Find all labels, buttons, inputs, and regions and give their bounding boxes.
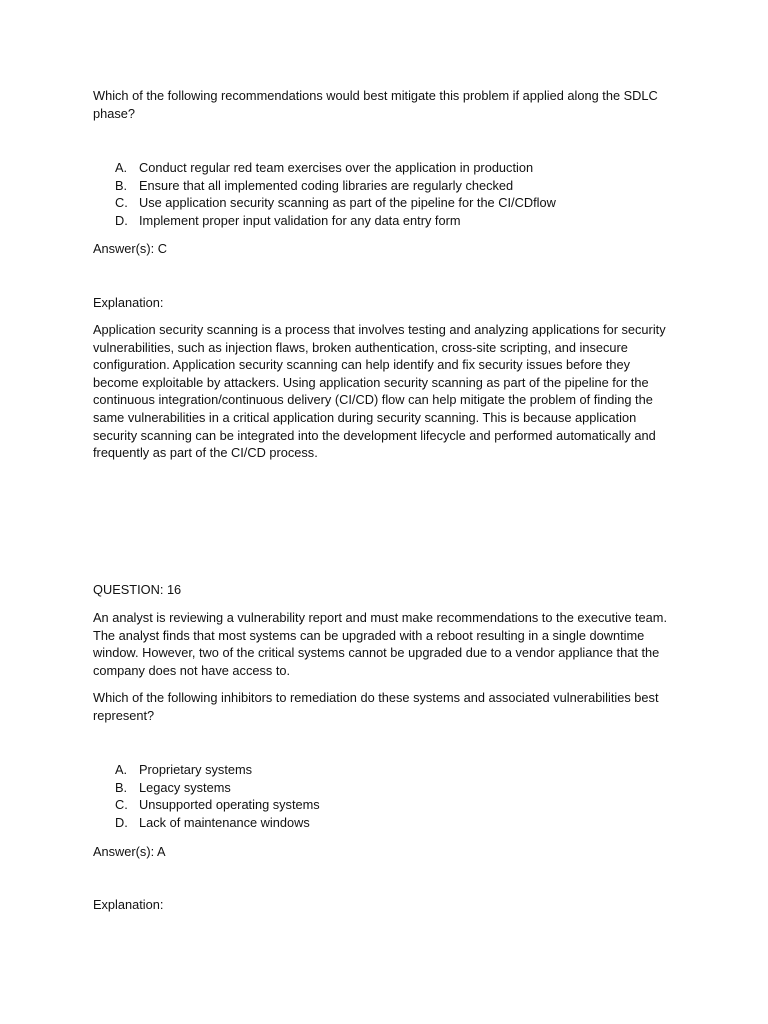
q15-option-c: C. Use application security scanning as part of the pipeline for the CI/CDflow <box>115 195 556 211</box>
q15-answer: Answer(s): C <box>93 241 167 256</box>
q15-explanation-label: Explanation: <box>93 295 164 310</box>
q15-option-d: D. Implement proper input validation for any data entry form <box>115 212 461 228</box>
q16-option-b: B. Legacy systems <box>115 779 231 795</box>
q15-options-list <box>93 159 678 229</box>
q16-stem-text: An analyst is reviewing a vulnerability report and must make recommendations to the executive team. The analyst finds that most systems can be upgraded with a reboot resulting in a single downtime window. However, two of the critical systems cannot be upgraded due to a vendor appliance that the company does not have access to. <box>93 610 668 678</box>
q15-option-b: B. Ensure that all implemented coding libraries are regularly checked <box>115 177 514 193</box>
q16-answer: Answer(s): A <box>93 844 166 859</box>
q16-question-text: Which of the following inhibitors to remediation do these systems and associated vulnerabilities best represent? <box>93 690 659 723</box>
q15-option-a: A. Conduct regular red team exercises over the application in production <box>115 160 534 175</box>
q16-options-list <box>93 761 678 831</box>
q16-heading: QUESTION: 16 <box>93 582 182 597</box>
q16-option-d: D. Lack of maintenance windows <box>115 814 310 830</box>
q15-explanation-text: Application security scanning is a process that involves testing and analyzing applications for security vulnerabilities, such as injection flaws, broken authentication, cross-site scripting, and insecure configuration. Application security scanning can help identify and fix security issues before they become exploitable by attackers. Using application security scanning as part of the pipeline for the continuous integration/continuous delivery (CI/CD) flow can help mitigate the problem of finding the same vulnerabilities in a critical application during security scanning. This is because application security scanning can be integrated into the development lifecycle and performed automatically and frequently as part of the CI/CD process. <box>93 322 666 461</box>
q16-explanation-label: Explanation: <box>93 897 164 912</box>
q16-option-c: C. Unsupported operating systems <box>115 797 320 813</box>
q16-option-a: A. Proprietary systems <box>115 762 253 777</box>
q15-question-text: Which of the following recommendations would best mitigate this problem if applied along the SDLC phase? <box>93 88 658 121</box>
